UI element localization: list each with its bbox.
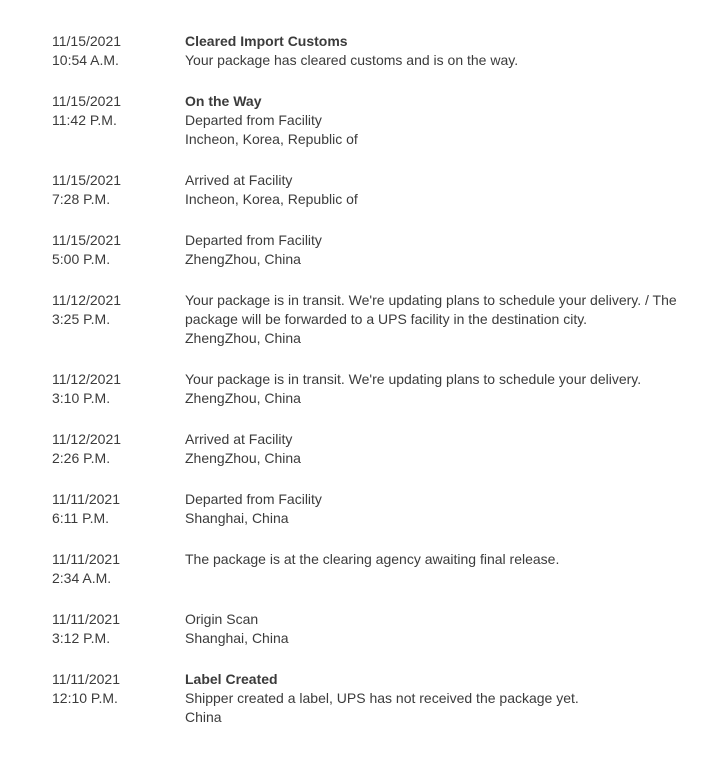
event-detail-line: Your package has cleared customs and is on the way. — [185, 52, 519, 68]
event-time: 3:10 P.M. — [52, 390, 111, 406]
tracking-event-row — [52, 32, 706, 70]
event-location: Incheon, Korea, Republic of — [185, 131, 358, 147]
event-description — [185, 32, 690, 70]
event-date: 11/12/2021 — [52, 371, 122, 387]
tracking-event-row — [52, 171, 706, 209]
event-location: China — [185, 709, 222, 725]
event-status-message: The package is at the clearing agency awaiting final release. — [185, 551, 560, 567]
event-datetime — [52, 670, 185, 708]
event-description — [185, 430, 690, 468]
event-time: 12:10 P.M. — [52, 690, 118, 706]
event-date: 11/11/2021 — [52, 611, 120, 627]
event-time: 5:00 P.M. — [52, 251, 111, 267]
event-description — [185, 550, 690, 569]
event-date: 11/12/2021 — [52, 292, 122, 308]
tracking-event-row — [52, 490, 706, 528]
event-time: 6:11 P.M. — [52, 510, 110, 526]
event-datetime — [52, 231, 185, 269]
tracking-event-row — [52, 231, 706, 269]
event-location: Incheon, Korea, Republic of — [185, 191, 358, 207]
event-status-title: Cleared Import Customs — [185, 33, 348, 49]
event-datetime — [52, 370, 185, 408]
event-datetime — [52, 92, 185, 130]
event-description — [185, 231, 690, 269]
event-datetime — [52, 291, 185, 329]
tracking-event-row — [52, 670, 706, 727]
event-date: 11/12/2021 — [52, 431, 122, 447]
event-date: 11/15/2021 — [52, 172, 122, 188]
event-status-title: On the Way — [185, 93, 262, 109]
event-datetime — [52, 171, 185, 209]
event-location: ZhengZhou, China — [185, 330, 301, 346]
event-datetime — [52, 490, 185, 528]
event-status-message: Your package is in transit. We're updating plans to schedule your delivery. — [185, 371, 642, 387]
event-location: ZhengZhou, China — [185, 390, 301, 406]
event-description — [185, 171, 690, 209]
event-status-title: Label Created — [185, 671, 278, 687]
event-date: 11/15/2021 — [52, 33, 122, 49]
event-description — [185, 490, 690, 528]
event-date: 11/11/2021 — [52, 491, 120, 507]
tracking-event-row — [52, 550, 706, 588]
event-datetime — [52, 430, 185, 468]
event-datetime — [52, 32, 185, 70]
event-location: Shanghai, China — [185, 510, 289, 526]
event-datetime — [52, 610, 185, 648]
event-detail-line: Departed from Facility — [185, 112, 322, 128]
event-description — [185, 670, 690, 727]
tracking-event-row — [52, 92, 706, 149]
event-status-title: Arrived at Facility — [185, 431, 293, 447]
event-date: 11/11/2021 — [52, 671, 120, 687]
event-time: 7:28 P.M. — [52, 191, 111, 207]
event-time: 10:54 A.M. — [52, 52, 119, 68]
event-location: ZhengZhou, China — [185, 450, 301, 466]
tracking-event-row — [52, 370, 706, 408]
event-time: 3:12 P.M. — [52, 630, 111, 646]
event-detail-line: Shipper created a label, UPS has not received the package yet. — [185, 690, 579, 706]
event-time: 2:34 A.M. — [52, 570, 112, 586]
tracking-event-row — [52, 291, 706, 348]
event-status-message: Your package is in transit. We're updating plans to schedule your delivery. / The package will be forwarded to a UPS facility in the destination city. — [185, 292, 677, 327]
tracking-event-row — [52, 610, 706, 648]
event-status-title: Departed from Facility — [185, 491, 322, 507]
event-datetime — [52, 550, 185, 588]
event-status-title: Departed from Facility — [185, 232, 322, 248]
event-time: 2:26 P.M. — [52, 450, 111, 466]
event-location: Shanghai, China — [185, 630, 289, 646]
event-status-title: Arrived at Facility — [185, 172, 293, 188]
event-date: 11/15/2021 — [52, 93, 122, 109]
event-time: 11:42 P.M. — [52, 112, 117, 128]
event-description — [185, 92, 690, 149]
event-location: ZhengZhou, China — [185, 251, 301, 267]
event-status-title: Origin Scan — [185, 611, 259, 627]
event-description — [185, 610, 690, 648]
event-time: 3:25 P.M. — [52, 311, 111, 327]
event-date: 11/11/2021 — [52, 551, 120, 567]
event-date: 11/15/2021 — [52, 232, 122, 248]
event-description — [185, 291, 690, 348]
event-description — [185, 370, 690, 408]
tracking-event-row — [52, 430, 706, 468]
